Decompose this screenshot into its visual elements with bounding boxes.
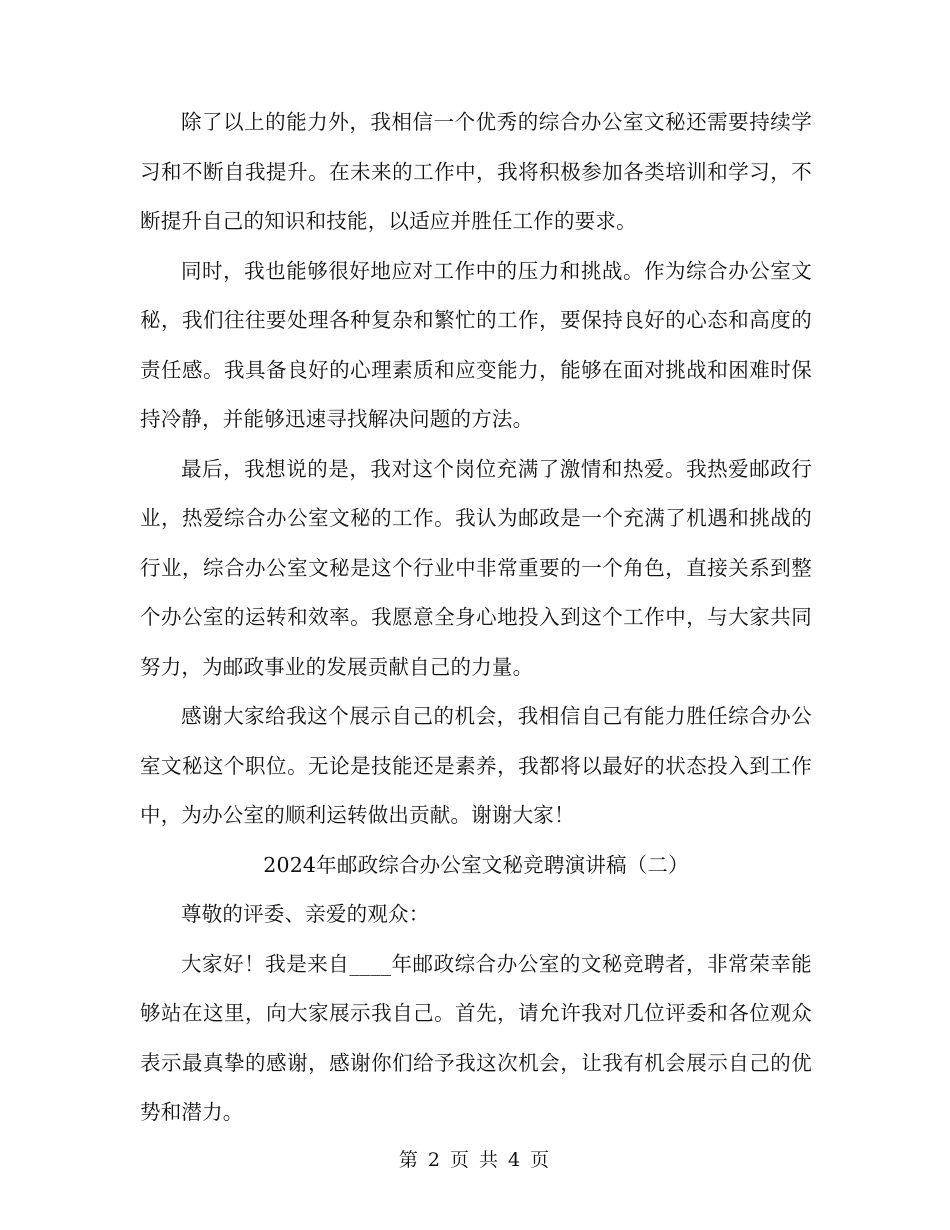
paragraph-thanks: 感谢大家给我这个展示自己的机会，我相信自己有能力胜任综合办公室文秘这个职位。无论是技能还是素养，我都将以最好的状态投入到工作中，为办公室的顺利运转做出贡献。谢谢大家！ [140,704,812,827]
document-body [140,98,812,1138]
paragraph-passion: 最后，我想说的是，我对这个岗位充满了激情和热爱。我热爱邮政行业，热爱综合办公室文秘的工作。我认为邮政是一个充满了机遇和挑战的行业，综合办公室文秘是这个行业中非常重要的一个角色，直接关系到整个办公室的运转和效率。我愿意全身心地投入到这个工作中，与大家共同努力，为邮政事业的发展贡献自己的力量。 [140,456,812,679]
paragraph-pressure-handling: 同时，我也能够很好地应对工作中的压力和挑战。作为综合办公室文秘，我们往往要处理各种复杂和繁忙的工作，要保持良好的心态和高度的责任感。我具备良好的心理素质和应变能力，能够在面对挑战和困难时保持冷静，并能够迅速寻找解决问题的方法。 [140,258,812,431]
paragraph-salutation: 尊敬的评委、亲爱的观众： [181,902,430,926]
paragraph-introduction: 大家好！我是来自____年邮政综合办公室的文秘竞聘者，非常荣幸能够站在这里，向大家展示我自己。首先，请允许我对几位评委和各位观众表示最真挚的感谢，感谢你们给予我这次机会，让我有机会展示自己的优势和潜力。 [140,951,812,1124]
page-number-footer: 第 2 页 共 4 页 [398,1149,552,1171]
section-title: 2024年邮政综合办公室文秘竞聘演讲稿（二） [263,852,689,877]
paragraph-continuous-learning: 除了以上的能力外，我相信一个优秀的综合办公室文秘还需要持续学习和不断自我提升。在未来的工作中，我将积极参加各类培训和学习，不断提升自己的知识和技能，以适应并胜任工作的要求。 [140,110,812,233]
